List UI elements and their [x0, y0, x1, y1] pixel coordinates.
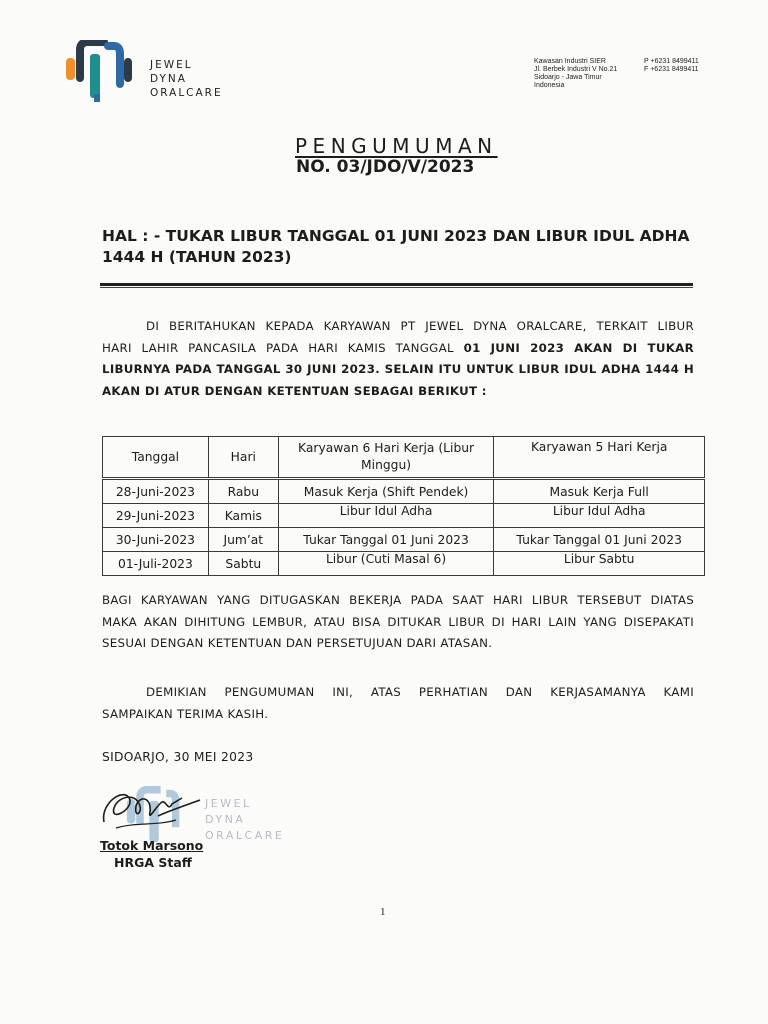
divider	[100, 287, 693, 288]
paragraph-line: SESUAI DENGAN KETENTUAN DAN PERSETUJUAN DARI ATASAN.	[102, 636, 493, 650]
paragraph-line	[102, 381, 694, 403]
announcement-paragraph	[102, 316, 694, 402]
paragraph-line: SAMPAIKAN TERIMA KASIH.	[102, 706, 269, 721]
subject-line: HAL : - TUKAR LIBUR TANGGAL 01 JUNI 2023 DAN LIBUR IDUL ADHA	[102, 227, 690, 245]
signature-icon	[96, 782, 206, 842]
address-line: Jl. Berbek Industri V No.21	[534, 66, 618, 73]
company-contact	[644, 58, 699, 74]
phone-line: P +6231 8499411	[644, 58, 699, 65]
company-stamp	[205, 796, 284, 844]
table-cell: Rabu	[208, 479, 278, 504]
company-name-line: JEWEL	[150, 59, 193, 71]
table-cell: Libur Sabtu	[494, 552, 705, 576]
column-header: Hari	[208, 437, 278, 479]
document-title: PENGUMUMAN	[295, 134, 498, 158]
table-row	[103, 552, 705, 576]
fax-line: F +6231 8499411	[644, 66, 699, 73]
closing-paragraph	[102, 682, 694, 725]
column-header: Karyawan 6 Hari Kerja (Libur Minggu)	[278, 437, 494, 479]
table-cell: Libur Idul Adha	[494, 504, 705, 528]
stamp-line: ORALCARE	[205, 829, 285, 842]
stamp-line: JEWEL	[205, 797, 252, 810]
paragraph-bold-text: 01 JUNI 2023 AKAN DI TUKAR	[463, 340, 694, 355]
table-cell: 28-Juni-2023	[103, 479, 209, 504]
table-cell: Masuk Kerja (Shift Pendek)	[278, 479, 494, 504]
table-cell: 01-Juli-2023	[103, 552, 209, 576]
paragraph-line	[102, 359, 694, 381]
table-header-row	[103, 437, 705, 479]
address-line: Kawasan Industri SIER	[534, 58, 606, 65]
divider	[100, 283, 693, 286]
table-cell: Sabtu	[208, 552, 278, 576]
company-address	[534, 58, 617, 90]
table-cell: Masuk Kerja Full	[494, 479, 705, 504]
company-name-line: DYNA	[150, 73, 187, 85]
subject	[102, 226, 702, 268]
table-cell: Tukar Tanggal 01 Juni 2023	[278, 528, 494, 552]
column-header: Tanggal	[103, 437, 209, 479]
place-date: SIDOARJO, 30 MEI 2023	[102, 750, 254, 764]
table-row	[103, 528, 705, 552]
table-cell: Libur Idul Adha	[278, 504, 494, 528]
company-name	[150, 58, 223, 100]
address-line: Indonesia	[534, 82, 565, 89]
table-cell: Kamis	[208, 504, 278, 528]
paragraph-line	[102, 338, 694, 360]
paragraph-line: BAGI KARYAWAN YANG DITUGASKAN BEKERJA PADA SAAT HARI LIBUR TERSEBUT DIATAS	[102, 593, 694, 607]
column-header: Karyawan 5 Hari Kerja	[494, 437, 705, 479]
page-number: 1	[380, 906, 386, 918]
table-row	[103, 504, 705, 528]
company-name-line: ORALCARE	[150, 87, 223, 99]
signer-role: HRGA Staff	[114, 855, 192, 870]
paragraph-line: DI BERITAHUKAN KEPADA KARYAWAN PT JEWEL DYNA ORALCARE, TERKAIT LIBUR	[146, 319, 694, 333]
table-cell: Libur (Cuti Masal 6)	[278, 552, 494, 576]
stamp-line: DYNA	[205, 813, 246, 826]
paragraph-bold-text: AKAN DI ATUR DENGAN KETENTUAN SEBAGAI BERIKUT :	[102, 383, 487, 398]
table-row	[103, 479, 705, 504]
address-line: Sidoarjo - Jawa Timur	[534, 74, 602, 81]
paragraph-bold-text: LIBURNYA PADA TANGGAL 30 JUNI 2023. SELAIN ITU UNTUK LIBUR IDUL ADHA 1444 H	[102, 362, 694, 376]
table-cell: Jum’at	[208, 528, 278, 552]
document-number: NO. 03/JDO/V/2023	[296, 157, 475, 177]
signer-name: Totok Marsono	[100, 838, 204, 853]
company-logo-icon	[64, 40, 136, 104]
table-cell: Tukar Tanggal 01 Juni 2023	[494, 528, 705, 552]
subject-line: 1444 H (TAHUN 2023)	[102, 248, 292, 266]
paragraph-text: HARI LAHIR PANCASILA PADA HARI KAMIS TANGGAL	[102, 340, 464, 355]
table-cell: 30-Juni-2023	[103, 528, 209, 552]
paragraph-line: MAKA AKAN DIHITUNG LEMBUR, ATAU BISA DITUKAR LIBUR DI HARI LAIN YANG DISEPAKATI	[102, 614, 694, 629]
overtime-paragraph	[102, 590, 694, 655]
holiday-schedule-table	[102, 436, 705, 576]
paragraph-line: DEMIKIAN PENGUMUMAN INI, ATAS PERHATIAN DAN KERJASAMANYA KAMI	[146, 685, 694, 699]
table-cell: 29-Juni-2023	[103, 504, 209, 528]
